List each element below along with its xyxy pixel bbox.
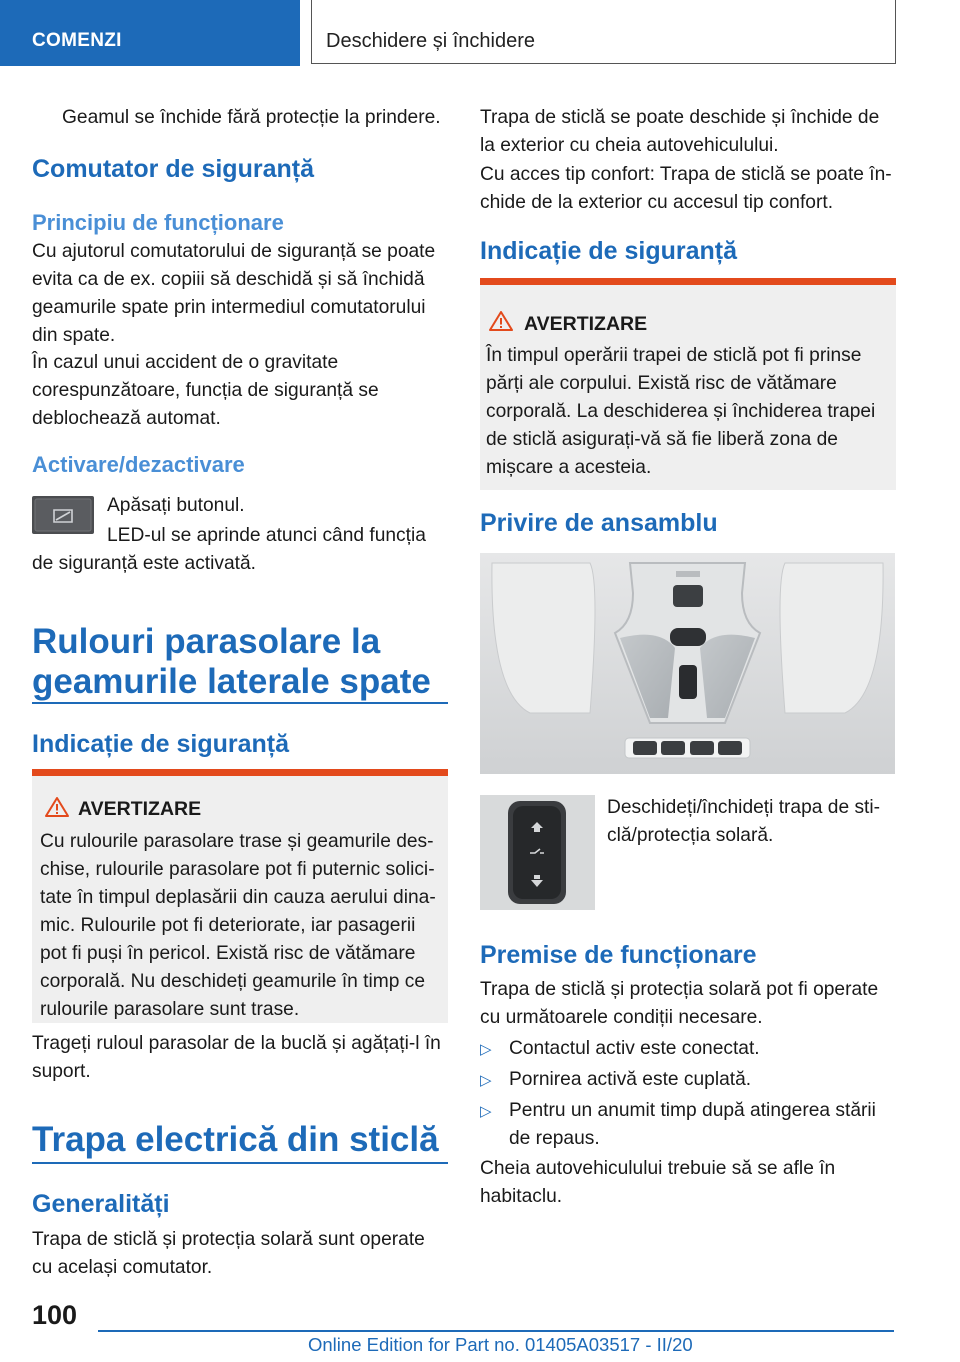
warning-text: Cu rulourile parasolare trase și geamurile deschise, rulourile parasolare pot fi puternic solicitate în timpul deplasării din cauza aerului dinamic. Rulourile pot fi deteriorate, iar pasagerii pot fi puși în pericol. Există risc de vătămare corporală. Nu deschideți geamurile în timp ce rulourile parasolare sunt trase. <box>40 831 436 1020</box>
heading-safety-switch: Comutator de siguranță <box>32 155 314 183</box>
footer-rule <box>98 1330 894 1332</box>
chapter-tab <box>311 0 896 64</box>
warning-title: AVERTIZARE <box>524 313 648 335</box>
heading-rear-sun-blinds: Rulouri parasolare la geamurile laterale spate <box>32 622 431 701</box>
key-inside-text: Cheia autovehiculului trebuie să se afle în habitaclu. <box>480 1158 836 1207</box>
key-operation-text: Trapa de sticlă se poate deschide și închide de la exterior cu cheia autovehiculului. <box>480 107 880 156</box>
heading-prerequisites: Premise de funcționare <box>480 941 757 969</box>
intro-text: Geamul se închide fără protecție la prindere. <box>62 107 441 128</box>
prerequisites-text: Trapa de sticlă și protecția solară pot fi operate cu următoarele condiții necesare. <box>480 979 879 1028</box>
roof-console-image <box>480 553 895 774</box>
heading-safety-note-right: Indicație de siguranță <box>480 237 738 265</box>
list-item: ▷ Pentru un anumit timp după atingerea stării de repaus. <box>480 1100 876 1149</box>
heading-safety-note-left: Indicație de siguranță <box>32 730 290 758</box>
triangle-bullet-icon: ▷ <box>480 1072 492 1089</box>
warning-triangle-icon <box>44 796 70 818</box>
warning-box-right <box>480 278 896 490</box>
pull-blind-text: Trageți ruloul parasolar de la buclă și agățați-l în suport. <box>32 1033 441 1082</box>
heading-glass-sunroof: Trapa electrică din sticlă <box>32 1120 439 1159</box>
open-close-text: Deschideți/închideți trapa de sticlă/protecția solară. <box>607 797 881 846</box>
warning-text: În timpul operării trapei de sticlă pot fi prinse părți ale corpului. Există risc de vătămare corporală. La deschiderea și închiderea trapei de sticlă asigurați-vă să fie liberă zona de mișcare a acesteia. <box>486 345 876 478</box>
heading-rule <box>32 1162 448 1164</box>
general-text: Trapa de sticlă și protecția solară sunt operate cu același comutator. <box>32 1229 425 1278</box>
press-button-text: Apăsați butonul. <box>107 495 245 516</box>
warning-box-left <box>32 769 448 1023</box>
heading-general: Generalități <box>32 1190 170 1218</box>
principle-text-2: În cazul unui accident de o gravitate corespunzătoare, funcția de siguranță se deblochează automat. <box>32 352 379 429</box>
heading-principle: Principiu de funcționare <box>32 210 284 235</box>
triangle-bullet-icon: ▷ <box>480 1041 492 1058</box>
list-item: ▷ Pornirea activă este cuplată. <box>480 1069 752 1090</box>
section-tab <box>0 0 300 66</box>
sunroof-switch-image <box>480 795 595 910</box>
heading-activation: Activare/dezactivare <box>32 452 245 477</box>
principle-text-1: Cu ajutorul comutatorului de siguranță se poate evita ca de ex. copiii să deschidă și să închidă geamurile spate prin intermediul comutatorului din spate. <box>32 241 436 346</box>
warning-title: AVERTIZARE <box>78 798 202 820</box>
heading-overview: Privire de ansamblu <box>480 509 718 537</box>
list-item: ▷ Contactul activ este conectat. <box>480 1038 760 1059</box>
chapter-title: Deschidere și închidere <box>326 30 535 52</box>
section-title: COMENZI <box>32 30 122 51</box>
warning-triangle-icon <box>488 310 514 332</box>
page-number: 100 <box>32 1300 78 1330</box>
comfort-access-text: Cu acces tip confort: Trapa de sticlă se poate închide de la exterior cu accesul tip confort. <box>480 164 892 213</box>
prerequisites-list <box>480 1035 896 1155</box>
triangle-bullet-icon: ▷ <box>480 1103 492 1120</box>
heading-rule <box>32 702 448 704</box>
led-text: LED-ul se aprinde atunci când funcția de siguranță este activată. <box>32 525 426 574</box>
footer-edition: Online Edition for Part no. 01405A03517 - II/20 <box>308 1334 693 1355</box>
